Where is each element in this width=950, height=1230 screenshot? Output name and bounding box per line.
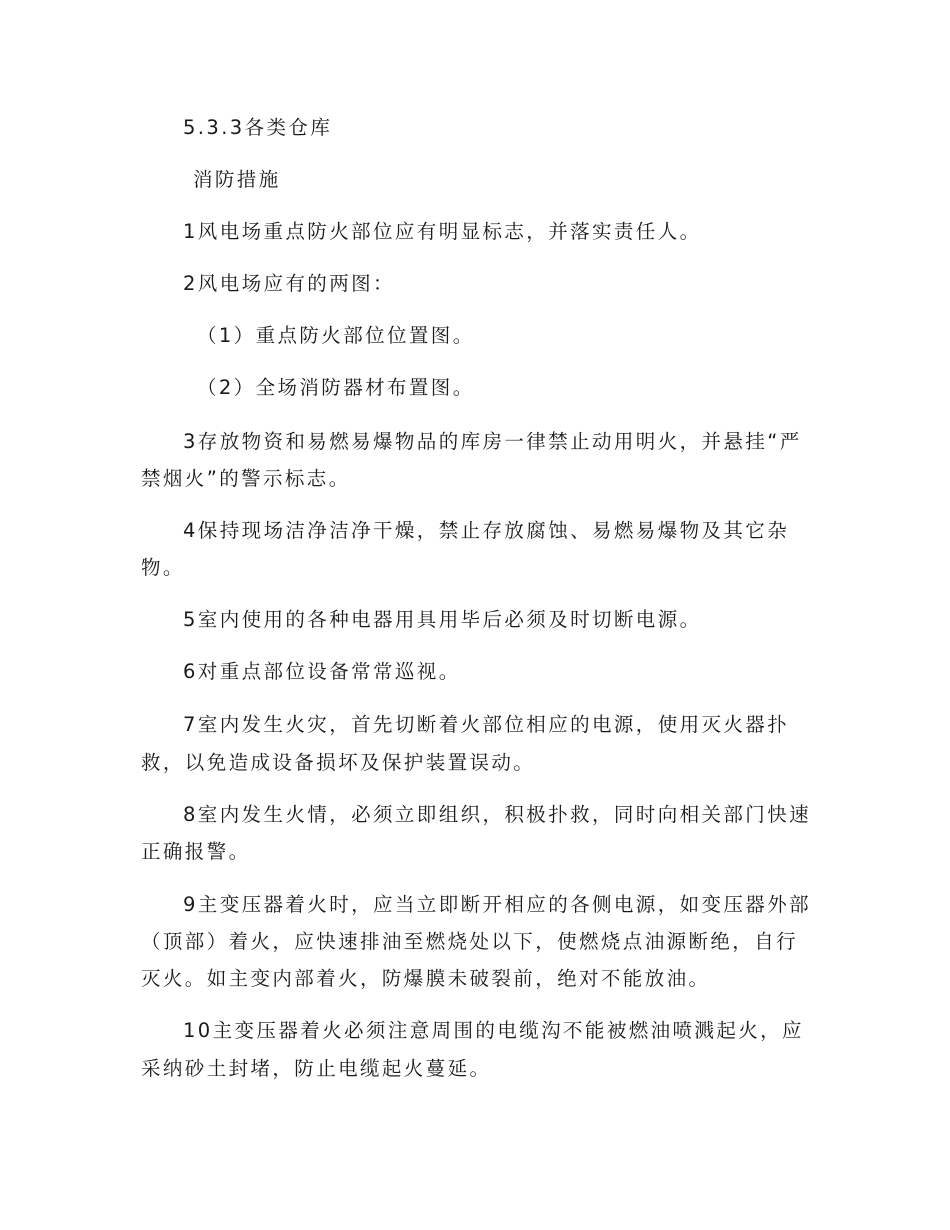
paragraph-item-8-line-2: 正确报警。 (141, 840, 251, 863)
paragraph-item-7-line-1: 7室内发生火灾，首先切断着火部位相应的电源，使用灭火器扑 (183, 713, 790, 736)
paragraph-item-7-line-2: 救，以免造成设备损坏及保护装置误动。 (141, 751, 536, 774)
section-heading: 5.3.3各类仓库 (183, 116, 333, 139)
paragraph-item-3-line-1: 3存放物资和易燃易爆物品的库房一律禁止动用明火，并悬挂“严 (183, 430, 802, 453)
paragraph-item-4-line-2: 物。 (141, 556, 185, 579)
paragraph-item-5: 5室内使用的各种电器用具用毕后必须及时切断电源。 (183, 608, 702, 631)
sub-item-2-1: （1）重点防火部位位置图。 (197, 324, 475, 347)
paragraph-item-9-line-2: （顶部）着火，应快速排油至燃烧处以下，使燃烧点油源断绝，自行 (141, 930, 799, 953)
paragraph-item-6: 6对重点部位设备常常巡视。 (183, 660, 461, 683)
paragraph-item-10-line-2: 采纳砂土封堵，防止电缆起火蔓延。 (141, 1057, 492, 1080)
measures-heading: 消防措施 (193, 168, 281, 191)
paragraph-item-2: 2风电场应有的两图： (183, 272, 395, 295)
paragraph-item-9-line-3: 灭火。如主变内部着火，防爆膜未破裂前，绝对不能放油。 (141, 967, 711, 990)
paragraph-item-1: 1风电场重点防火部位应有明显标志，并落实责任人。 (183, 220, 702, 243)
paragraph-item-9-line-1: 9主变压器着火时，应当立即断开相应的各侧电源，如变压器外部 (183, 893, 812, 916)
paragraph-item-10-line-1: 10主变压器着火必须注意周围的电缆沟不能被燃油喷溅起火，应 (183, 1019, 804, 1042)
paragraph-item-4-line-1: 4保持现场洁净洁净干燥，禁止存放腐蚀、易燃易爆物及其它杂 (183, 519, 790, 542)
paragraph-item-8-line-1: 8室内发生火情，必须立即组织，积极扑救，同时向相关部门快速 (183, 803, 812, 826)
sub-item-2-2: （2）全场消防器材布置图。 (197, 376, 475, 399)
paragraph-item-3-line-2: 禁烟火”的警示标志。 (141, 467, 351, 490)
